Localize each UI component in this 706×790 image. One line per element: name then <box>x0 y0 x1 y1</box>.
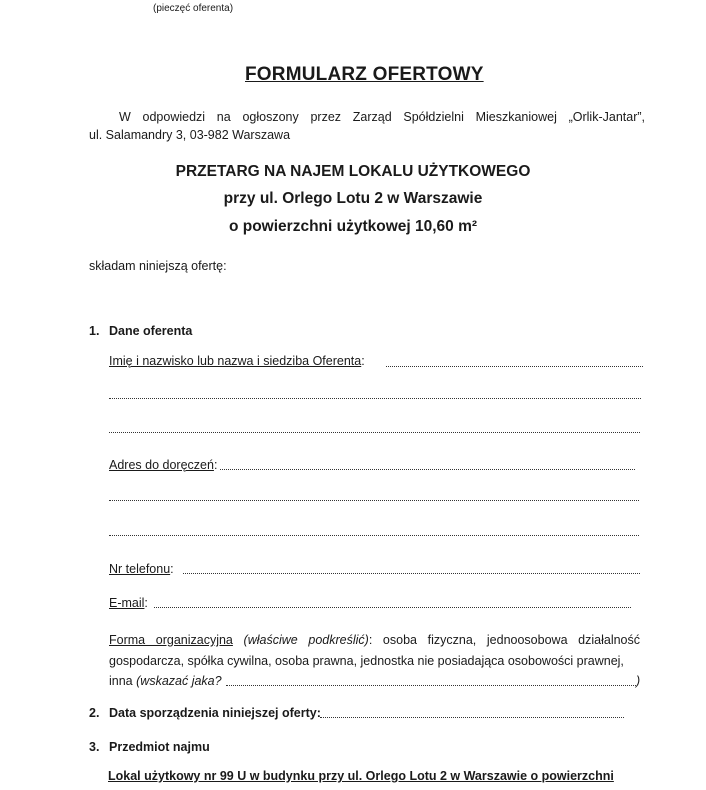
address-field[interactable] <box>220 469 635 470</box>
phone-field[interactable] <box>183 573 640 574</box>
form-title: FORMULARZ OFERTOWY <box>245 64 484 85</box>
name-field-line-3[interactable] <box>109 432 640 433</box>
org-line-1 <box>109 633 640 647</box>
heading-line-3: o powierzchni użytkowej 10,60 m² <box>228 218 478 235</box>
phone-label-row: Nr telefonu: <box>109 562 174 576</box>
section-3-line-1: Lokal użytkowy nr 99 U w budynku przy ul. Orlego Lotu 2 w Warszawie o powierzchni <box>108 769 614 783</box>
address-field-line-2[interactable] <box>109 500 639 501</box>
name-label: Imię i nazwisko lub nazwa i siedziba Oferenta <box>109 354 362 368</box>
heading-line-1: PRZETARG NA NAJEM LOKALU UŻYTKOWEGO <box>175 163 531 180</box>
org-other-hint: (wskazać jaka? <box>136 674 222 688</box>
name-field-line-2[interactable] <box>109 398 641 399</box>
phone-label: Nr telefonu <box>109 562 171 576</box>
email-label: E-mail <box>109 596 145 610</box>
org-line-1-rest: : osoba fizyczna, jednoosobowa działalność <box>368 633 641 647</box>
address-label-row: Adres do doręczeń: <box>109 458 218 472</box>
address-label: Adres do doręczeń <box>109 458 214 472</box>
org-hint: (właściwe podkreślić) <box>243 633 369 647</box>
org-label: Forma organizacyjna <box>109 633 233 647</box>
intro-text-1: W odpowiedzi na ogłoszony przez Zarząd Spółdzielni Mieszkaniowej „Orlik-Jantar”, <box>119 110 645 124</box>
org-line-3 <box>109 674 222 688</box>
name-field[interactable] <box>386 366 643 367</box>
email-label-row: E-mail: <box>109 596 148 610</box>
section-2-number: 2. <box>89 706 100 720</box>
org-line-2: gospodarcza, spółka cywilna, osoba prawna, jednostka nie posiadająca osobowości prawnej, <box>109 654 624 668</box>
section-1-title: Dane oferenta <box>109 324 193 338</box>
org-other-field[interactable] <box>226 685 636 686</box>
section-1-number: 1. <box>89 324 100 338</box>
org-other-label: inna <box>109 674 133 688</box>
stamp-caption: (pieczęć oferenta) <box>153 3 234 14</box>
email-field[interactable] <box>154 607 631 608</box>
date-field[interactable] <box>320 717 624 718</box>
address-field-line-3[interactable] <box>109 535 639 536</box>
org-other-close: ) <box>636 674 641 688</box>
submit-text: składam niniejszą ofertę: <box>89 259 227 273</box>
section-2-title: Data sporządzenia niniejszej oferty: <box>109 706 321 720</box>
intro-line-2: ul. Salamandry 3, 03-982 Warszawa <box>89 128 291 142</box>
name-label-row: Imię i nazwisko lub nazwa i siedziba Oferenta: <box>109 354 365 368</box>
section-3-number: 3. <box>89 740 100 754</box>
intro-line-1 <box>89 110 645 124</box>
heading-line-2: przy ul. Orlego Lotu 2 w Warszawie <box>223 190 483 207</box>
section-3-title: Przedmiot najmu <box>109 740 210 754</box>
